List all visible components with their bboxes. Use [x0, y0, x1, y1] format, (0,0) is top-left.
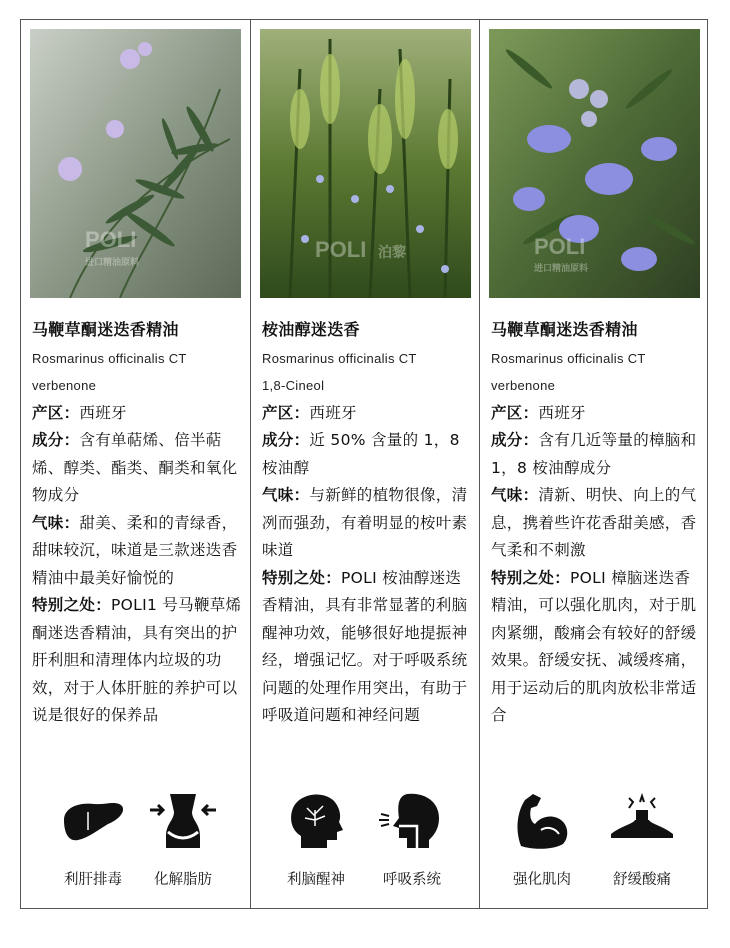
benefit-label: 舒缓酸痛 — [613, 872, 671, 888]
benefit-label: 强化肌肉 — [513, 872, 571, 888]
comparison-table — [20, 19, 708, 909]
origin-row — [32, 400, 242, 428]
special-label: 特别之处： — [491, 568, 571, 587]
special-label: 特别之处： — [262, 568, 342, 587]
waist-icon — [148, 790, 218, 850]
components-row — [32, 427, 242, 510]
origin-value: 西班牙 — [538, 403, 586, 422]
origin-row — [491, 400, 701, 428]
components-value: 近 50% 含量的 1，8 桉油醇 — [262, 431, 460, 477]
special-value: POLI1 号马鞭草烯酮迷迭香精油，具有突出的护肝利胆和清理体内垃圾的功效，对于人体肝脏的养护可以说是很好的保养品 — [32, 596, 242, 724]
watermark-logo: POLI — [534, 234, 586, 259]
watermark-logo: POLI — [315, 237, 367, 262]
latin-name: Rosmarinus officinalis CT — [491, 350, 646, 366]
muscle-arm-icon — [507, 790, 577, 850]
scent-label: 气味： — [262, 486, 310, 504]
scent-label: 气味： — [32, 513, 80, 532]
rosemary-photo — [260, 29, 471, 298]
components-value: 含有单萜烯、倍半萜烯、醇类、酯类、酮类和氧化物成分 — [32, 431, 238, 504]
description — [32, 316, 242, 730]
origin-value: 西班牙 — [309, 403, 357, 422]
scent-row — [262, 482, 472, 565]
origin-value: 西班牙 — [79, 403, 127, 422]
benefit-label: 利脑醒神 — [287, 872, 345, 888]
rosemary-photo — [30, 29, 241, 298]
benefit-brain — [271, 790, 361, 889]
components-row — [262, 427, 472, 482]
special-row — [262, 565, 472, 730]
rosemary-photo — [489, 29, 700, 298]
benefit-muscle — [497, 790, 587, 889]
latin-name: Rosmarinus officinalis CT — [262, 350, 417, 366]
scent-value: 与新鲜的植物很像，清冽而强劲，有着明显的桉叶素味道 — [262, 486, 468, 559]
benefit-respiratory — [367, 790, 457, 889]
components-label: 成分： — [32, 431, 80, 449]
benefit-soreness — [597, 790, 687, 889]
scent-value: 清新、明快、向上的气息，携着些许花香甜美感，香气柔和不刺激 — [491, 486, 697, 559]
column-verbenone — [21, 20, 250, 908]
benefit-liver — [48, 790, 138, 889]
special-row — [491, 565, 701, 730]
breathing-icon — [377, 790, 447, 850]
benefit-label: 化解脂肪 — [154, 872, 212, 888]
components-label: 成分： — [491, 431, 539, 449]
components-row — [491, 427, 701, 482]
special-label: 特别之处： — [32, 596, 112, 614]
description — [262, 316, 472, 730]
watermark-subtext: 进口精油原料 — [534, 263, 589, 273]
chemotype: verbenone — [491, 378, 556, 393]
scent-row — [32, 510, 242, 593]
oil-title: 马鞭草酮迷迭香精油 — [491, 320, 638, 339]
components-label: 成分： — [262, 431, 310, 449]
origin-label: 产区： — [32, 403, 80, 422]
benefit-fat — [138, 790, 228, 889]
watermark-subtext: 泊黎 — [378, 244, 406, 260]
benefit-label: 呼吸系统 — [383, 872, 441, 888]
scent-label: 气味： — [491, 486, 539, 504]
oil-title: 马鞭草酮迷迭香精油 — [32, 320, 179, 339]
column-cineole — [250, 20, 480, 908]
origin-label: 产区： — [262, 403, 310, 422]
special-value: POLI 桉油醇迷迭香精油，具有非常显著的利脑醒神功效，能够很好地提振神经，增强记忆。对于呼吸系统问题的处理作用突出，有助于呼吸道问题和神经问题 — [262, 568, 468, 724]
components-value: 含有几近等量的樟脑和 1，8 桉油醇成分 — [491, 431, 697, 477]
watermark-logo: POLI — [85, 227, 137, 252]
benefit-icons — [251, 790, 480, 900]
brain-head-icon — [281, 790, 351, 850]
scent-row — [491, 482, 701, 565]
column-camphor — [479, 20, 709, 908]
liver-icon — [58, 790, 128, 850]
special-row — [32, 592, 242, 730]
chemotype: verbenone — [32, 378, 97, 393]
oil-title: 桉油醇迷迭香 — [262, 320, 360, 339]
sore-shoulder-icon — [607, 790, 677, 850]
benefit-icons — [480, 790, 709, 900]
benefit-icons — [21, 790, 250, 900]
origin-label: 产区： — [491, 403, 539, 422]
special-value: POLI 樟脑迷迭香精油，可以强化肌肉，对于肌肉紧绷，酸痛会有较好的舒缓效果。舒缓安抚、减缓疼痛，用于运动后的肌肉放松非常适合 — [491, 568, 697, 724]
latin-name: Rosmarinus officinalis CT — [32, 350, 187, 366]
chemotype: 1,8-Cineol — [262, 378, 325, 393]
watermark-subtext: 进口精油原料 — [85, 257, 140, 267]
benefit-label: 利肝排毒 — [64, 872, 122, 888]
description — [491, 316, 701, 730]
scent-value: 甜美、柔和的青绿香，甜味较沉，味道是三款迷迭香精油中最美好愉悦的 — [32, 513, 238, 587]
origin-row — [262, 400, 472, 428]
